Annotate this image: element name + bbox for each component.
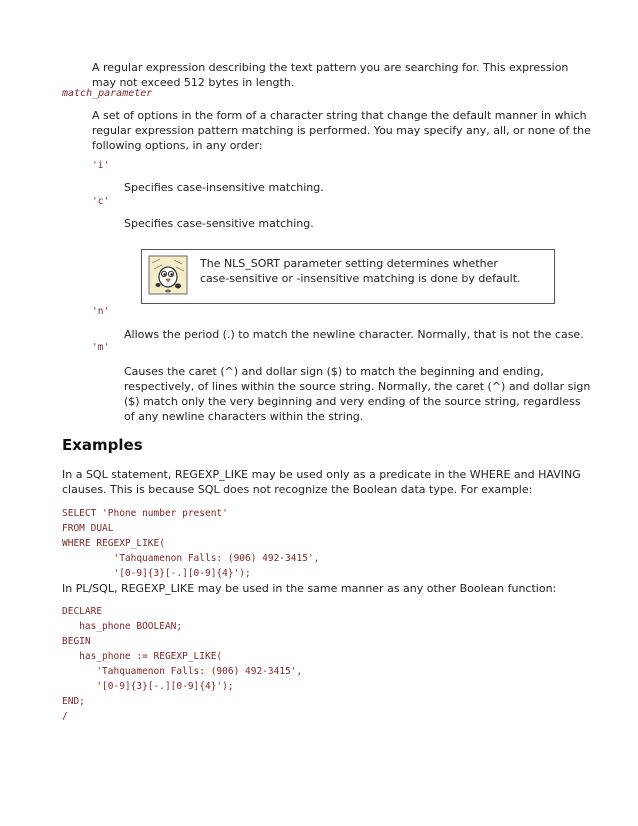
option-flag-n: 'n' — [92, 306, 110, 317]
option-desc-n: Allows the period (.) to match the newline character. Normally, that is not the case. — [124, 328, 584, 341]
sql-code-example: SELECT 'Phone number present' FROM DUAL WHERE REGEXP_LIKE( 'Tahquamenon Falls: (906) 492-3415', '[0-9]{3}[-.][0-9]{4}'); — [62, 508, 320, 579]
option-flag-m: 'm' — [92, 342, 110, 353]
plsql-code-example: DECLARE has_phone BOOLEAN; BEGIN has_phone := REGEXP_LIKE( 'Tahquamenon Falls: (906) 492-3415', '[0-9]{3}[-.][0-9]{4}'); END; / — [62, 606, 303, 722]
note-box — [141, 249, 555, 304]
option-desc-i: Specifies case-insensitive matching. — [124, 181, 324, 194]
note-icon — [148, 255, 188, 295]
examples-heading: Examples — [62, 436, 143, 454]
option-flag-i: 'i' — [92, 160, 110, 171]
pattern-description: A regular expression describing the text pattern you are searching for. This expression may not exceed 512 bytes in length. — [92, 61, 569, 89]
examples-paragraph-plsql: In PL/SQL, REGEXP_LIKE may be used in the same manner as any other Boolean function: — [62, 582, 557, 595]
term-match-parameter: match_parameter — [62, 88, 153, 99]
examples-paragraph-sql: In a SQL statement, REGEXP_LIKE may be used only as a predicate in the WHERE and HAVING clauses. This is because SQL does not recognize the Boolean data type. For example: — [62, 468, 581, 496]
match-parameter-description: A set of options in the form of a character string that change the default manner in which regular expression pattern matching is performed. You may specify any, all, or none of the following options, in any order: — [92, 109, 591, 152]
option-desc-m: Causes the caret (^) and dollar sign ($) to match the beginning and ending, respectively, of lines within the source string. Normally, the caret (^) and dollar sign ($) match only the very beginning and very ending of the source string, regardless of any newline characters within the string. — [124, 365, 591, 423]
option-flag-c: 'c' — [92, 196, 110, 207]
option-desc-c: Specifies case-sensitive matching. — [124, 217, 314, 230]
note-text: The NLS_SORT parameter setting determines whether case-sensitive or -insensitive matching is done by default. — [200, 257, 521, 285]
